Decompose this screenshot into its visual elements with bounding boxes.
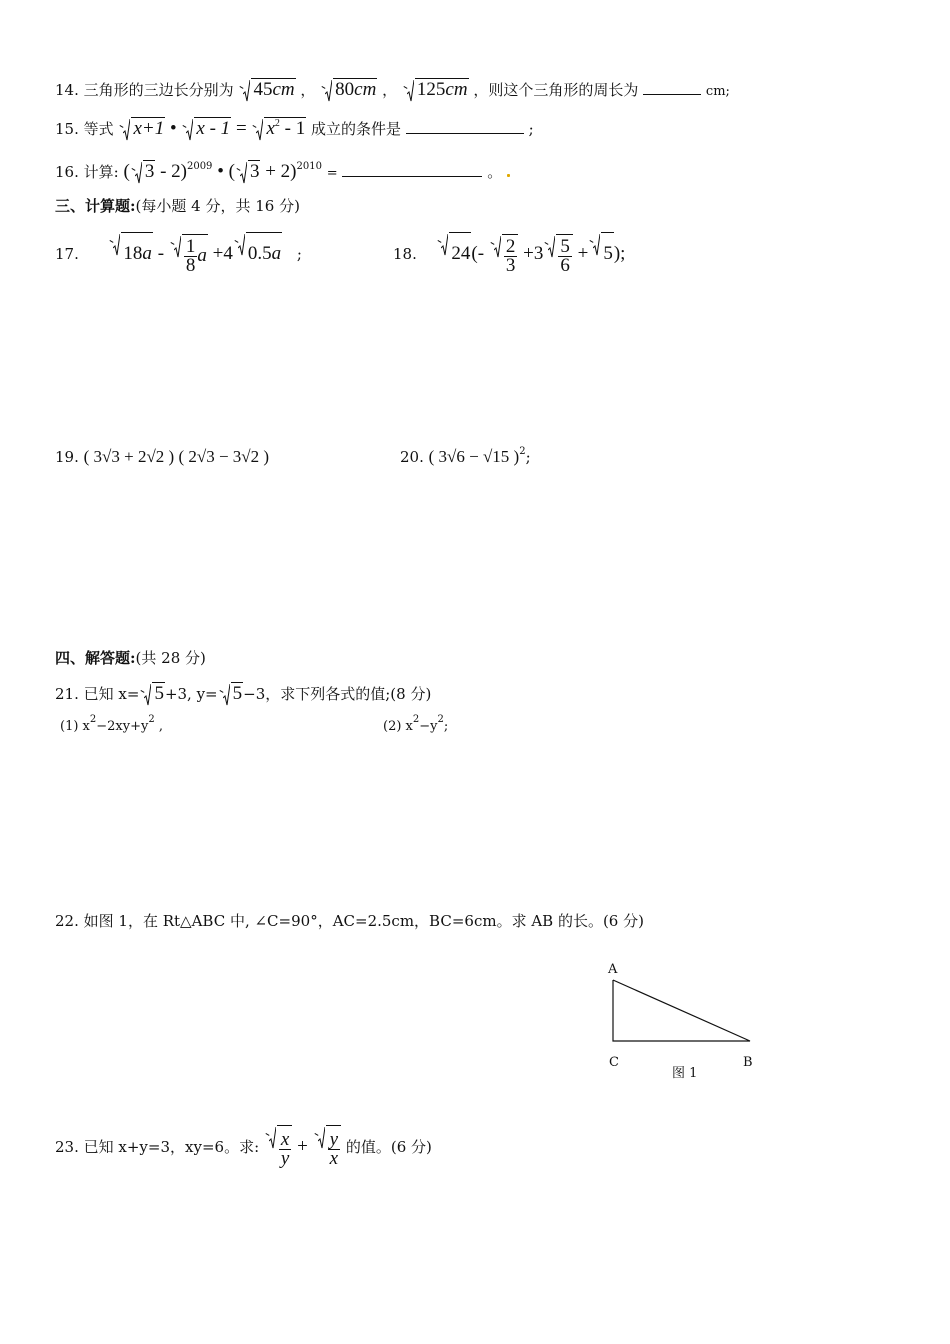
q17-number: 17.	[55, 245, 79, 263]
q16-root-3a: 3	[132, 160, 156, 182]
q18-number: 18.	[393, 245, 417, 263]
q15-root-c: $x^2 - 1$	[253, 117, 306, 142]
question-17: 17. 18a - $\frac{1}{8}$ a +4 0.5a ;	[55, 232, 302, 276]
vertex-label-a: A	[608, 962, 618, 977]
answer-blank[interactable]	[406, 119, 524, 134]
q21-number: 21.	[55, 685, 79, 703]
q14-root-1: 45cm	[240, 78, 295, 100]
q14-root-3: 125cm	[404, 78, 469, 100]
q15-root-a: x+1	[120, 117, 165, 139]
section-4-heading: 四、解答题:(共 28 分)	[55, 649, 206, 667]
q14-post: ，则这个三角形的周长为	[473, 81, 639, 99]
q20-expression: ( 3√6 − √15 )	[428, 447, 520, 466]
answer-blank[interactable]	[342, 162, 482, 177]
q18-root-1: 24	[438, 232, 471, 274]
q23-number: 23.	[55, 1138, 79, 1156]
question-18: 18. 24(- $\frac{2}{3}$ +3 $\frac{5}{6}$ + 5);	[393, 232, 625, 276]
q22-text: 如图 1，在 Rt△ABC 中, ∠C=90°，AC=2.5cm，BC=6cm。求 AB 的长。(6 分)	[83, 912, 644, 930]
q21-root-y: 5	[220, 682, 244, 704]
q14-number: 14.	[55, 81, 79, 99]
q14-prefix: 三角形的三边长分别为	[83, 81, 234, 99]
q21-part-2: (2) $x^2-y^2$;	[383, 714, 449, 734]
q17-root-frac: $\frac{1}{8}$ a	[171, 234, 208, 276]
q19-expression: ( 3√3 + 2√2 ) ( 2√3 − 3√2 )	[83, 447, 270, 466]
q22-number: 22.	[55, 912, 79, 930]
q16-root-3b: 3	[237, 160, 261, 182]
figure-caption: 图 1	[672, 1066, 698, 1081]
question-19	[55, 447, 269, 467]
section-3-heading: 三、计算题:(每小题 4 分，共 16 分)	[55, 197, 300, 215]
q14-root-2: 80cm	[322, 78, 377, 100]
question-16: 16. 计算: ( 3 - 2)$^{2009}$ • ( 3 + 2)$^{2010}$ = 。	[55, 160, 510, 185]
figure-1	[600, 960, 770, 1085]
q23-root-y-over-x: $\frac{y}{x}$	[315, 1125, 341, 1171]
q15-root-b: x - 1	[183, 117, 231, 139]
q23-root-x-over-y: $\frac{x}{y}$	[266, 1125, 292, 1171]
q16-number: 16.	[55, 163, 79, 181]
question-20: 20. ( 3√6 − √15 )$^2$;	[400, 446, 531, 466]
vertex-label-b: B	[743, 1055, 753, 1070]
q20-number: 20.	[400, 448, 424, 466]
question-22	[55, 911, 644, 931]
q21-part-1: (1) $x^2-2xy+y^2$ ,	[60, 714, 163, 734]
marker-dot	[507, 174, 510, 177]
question-21: 21. 已知 x= 5+3, y= 5−3，求下列各式的值;(8 分)	[55, 683, 432, 704]
q15-number: 15.	[55, 120, 79, 138]
q18-root-frac2: $\frac{5}{6}$	[545, 234, 573, 276]
answer-blank[interactable]	[643, 80, 701, 95]
q17-root-1: 18a	[110, 232, 153, 274]
q19-number: 19.	[55, 448, 79, 466]
vertex-label-c: C	[609, 1055, 619, 1070]
q17-root-3: 0.5a	[235, 232, 282, 274]
q18-root-frac1: $\frac{2}{3}$	[491, 234, 519, 276]
question-14: 14. 三角形的三边长分别为 45cm ， 80cm ， 125cm ，则这个三角形的周长为 cm;	[55, 79, 730, 100]
q18-root-4: 5	[590, 232, 614, 274]
question-15: 15. 等式 x+1 • x - 1 = $x^2 - 1$ 成立的条件是 ;	[55, 117, 534, 142]
q21-root-x: 5	[141, 682, 165, 704]
question-23: 23. 已知 x+y=3，xy=6。求: $\frac{x}{y}$ + $\frac{y}{x}$ 的值。(6 分)	[55, 1125, 432, 1171]
